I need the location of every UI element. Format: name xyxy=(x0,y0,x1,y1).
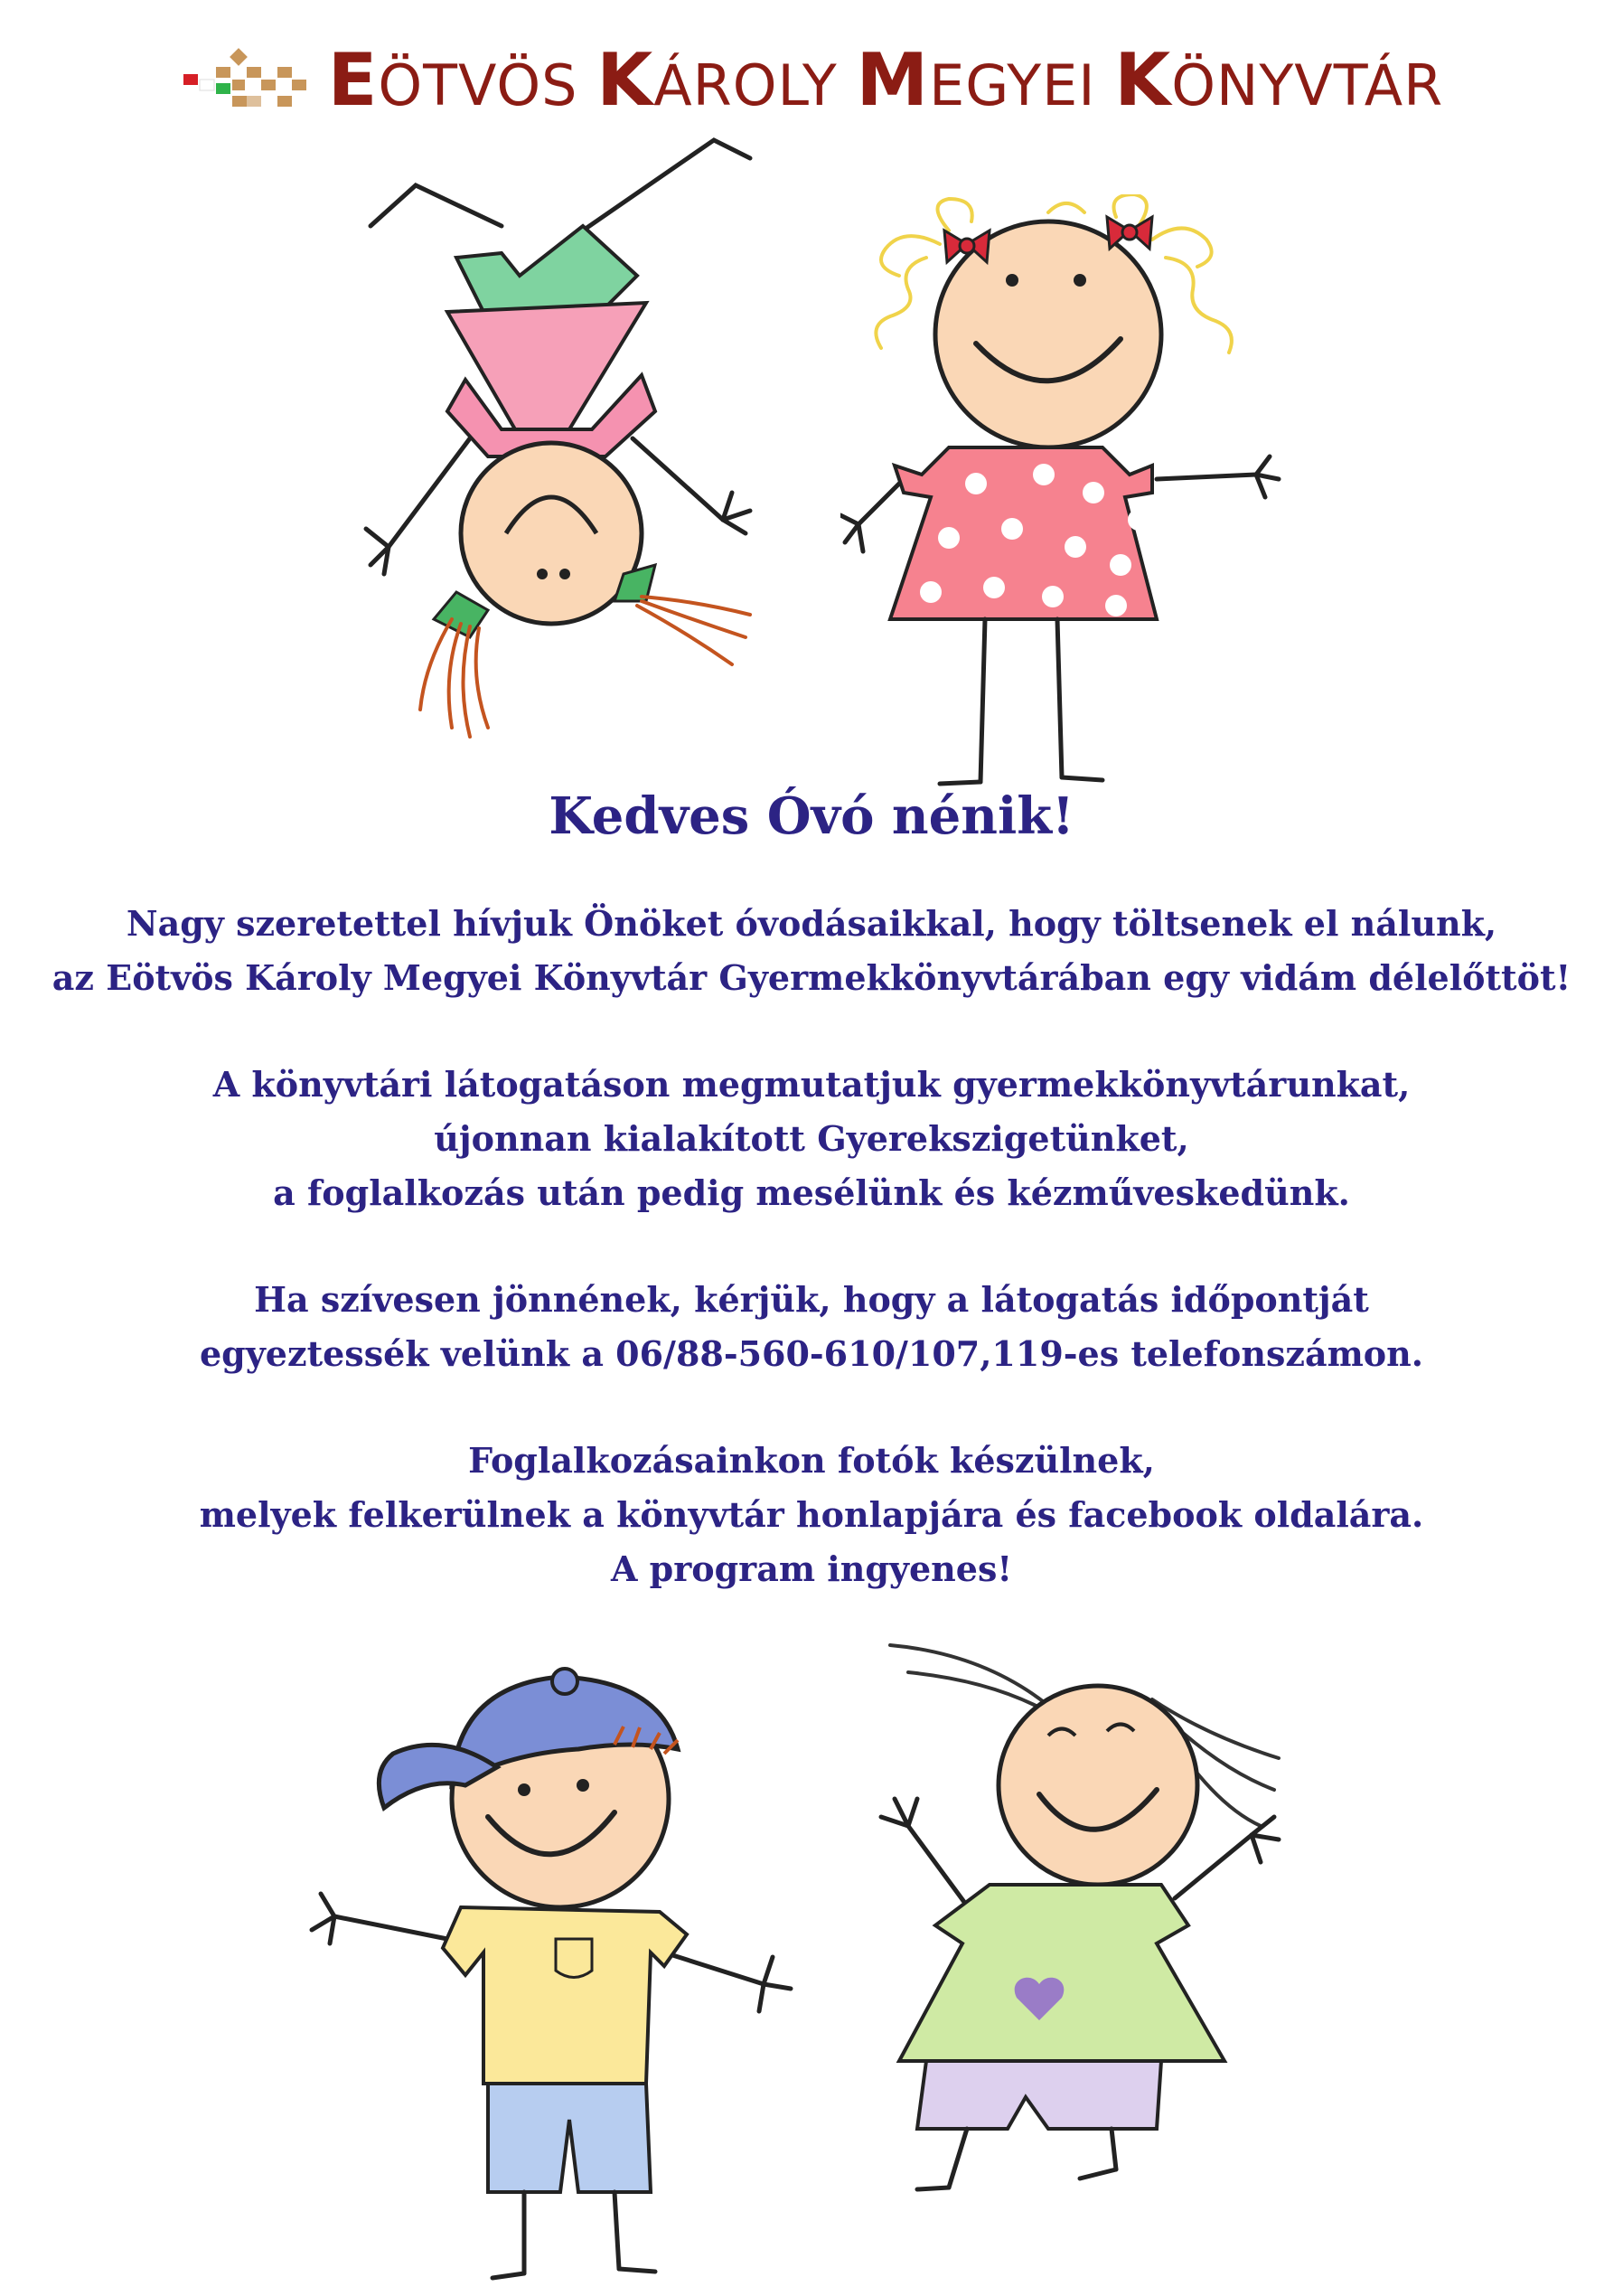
text-line: Nagy szeretettel hívjuk Önöket óvodásaikkal, hogy töltsenek el nálunk, xyxy=(126,903,1497,944)
text-line: Ha szívesen jönnének, kérjük, hogy a látogatás időpontját xyxy=(254,1279,1369,1320)
library-header xyxy=(0,34,1623,125)
text-line: A könyvtári látogatáson megmutatjuk gyermekkönyvtárunkat, xyxy=(212,1064,1411,1105)
boy-with-cap-icon xyxy=(307,1641,795,2287)
paragraph-invitation xyxy=(0,897,1623,1005)
text-line: A program ingyenes! xyxy=(610,1548,1013,1589)
text-line: melyek felkerülnek a könyvtár honlapjára és facebook oldalára. xyxy=(199,1494,1424,1535)
text-line: az Eötvös Károly Megyei Könyvtár Gyermekkönyvtárában egy vidám délelőttöt! xyxy=(52,957,1571,998)
text-line: egyeztessék velünk a 06/88-560-610/107,119-es telefonszámon. xyxy=(199,1333,1423,1374)
text-line: újonnan kialakított Gyerekszigetünket, xyxy=(434,1118,1189,1159)
library-name-word-1: EÖTVÖS xyxy=(327,37,578,122)
library-name-word-3: MEGYEI xyxy=(856,37,1096,122)
happy-girl-icon xyxy=(854,1636,1288,2197)
upside-down-girl-icon xyxy=(334,131,768,746)
library-name-word-4: KÖNYVTÁR xyxy=(1114,37,1444,122)
paragraph-program xyxy=(0,1058,1623,1220)
paragraph-contact xyxy=(0,1273,1623,1381)
library-logo-icon xyxy=(180,34,315,125)
text-line: Foglalkozásainkon fotók készülnek, xyxy=(468,1440,1155,1481)
library-name-word-2: KÁROLY xyxy=(596,37,838,122)
text-line: a foglalkozás után pedig mesélünk és kézműveskedünk. xyxy=(273,1172,1350,1213)
greeting: Kedves Óvó nénik! xyxy=(549,786,1074,846)
invitation-text xyxy=(0,785,1623,1649)
library-name xyxy=(328,38,1444,122)
curly-hair-girl-icon xyxy=(840,194,1283,791)
paragraph-photos xyxy=(0,1434,1623,1596)
